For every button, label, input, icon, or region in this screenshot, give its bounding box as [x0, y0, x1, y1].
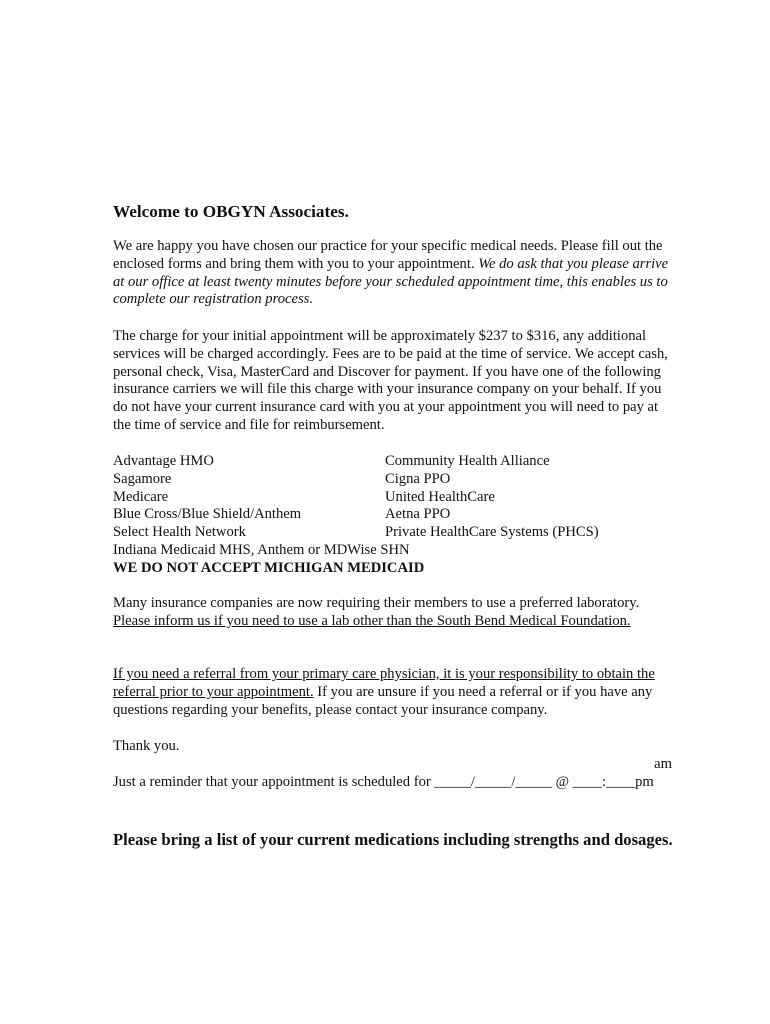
- insurance-carrier: Private HealthCare Systems (PHCS): [385, 524, 599, 541]
- insurance-row: [113, 489, 673, 507]
- insurance-row: [113, 471, 673, 489]
- appointment-reminder: [113, 756, 673, 792]
- lab-paragraph: [113, 595, 673, 631]
- medications-notice: Please bring a list of your current medications including strengths and dosages.: [113, 830, 673, 849]
- insurance-list: [113, 453, 673, 578]
- insurance-carrier: Blue Cross/Blue Shield/Anthem: [113, 506, 302, 523]
- insurance-row: [113, 453, 673, 471]
- intro-paragraph: [113, 238, 673, 309]
- thank-you-text: Thank you.: [113, 738, 180, 754]
- am-label: am: [654, 756, 672, 772]
- lab-underlined-text: Please inform us if you need to use a lab other than the South Bend Medical Foundation.: [113, 612, 631, 629]
- insurance-carrier: Sagamore: [113, 470, 172, 487]
- intro-text: We are happy you have chosen our practice for your specific medical needs. Please fill out the enclosed forms and bring them with you to your appointment.: [113, 238, 663, 272]
- insurance-row: [113, 560, 673, 578]
- not-accepted-notice: WE DO NOT ACCEPT MICHIGAN MEDICAID: [113, 559, 425, 576]
- insurance-carrier: Medicare: [113, 488, 169, 505]
- insurance-carrier: Advantage HMO: [113, 453, 214, 469]
- insurance-row: [113, 524, 673, 542]
- insurance-carrier-medicaid: Indiana Medicaid MHS, Anthem or MDWise SHN: [113, 541, 410, 558]
- intro-italic-text: We do ask that you please arrive at our office at least twenty minutes before your scheduled appointment time, this enables us to complete our registration process.: [113, 255, 669, 308]
- referral-paragraph: [113, 666, 673, 719]
- insurance-carrier: Aetna PPO: [385, 506, 451, 523]
- lab-text: Many insurance companies are now requiring their members to use a preferred laboratory.: [113, 595, 640, 611]
- referral-text: If you are unsure if you need a referral or if you have any questions regarding your benefits, please contact your insurance company.: [113, 683, 653, 718]
- insurance-carrier: United HealthCare: [385, 488, 495, 505]
- insurance-row: [113, 506, 673, 524]
- document-page: [113, 0, 693, 1024]
- charges-paragraph: The charge for your initial appointment will be approximately $237 to $316, any additional services will be charged accordingly. Fees are to be paid at the time of service. We accept cash, personal check, Visa, MasterCard and Discover for payment. If you have one of the following insurance carriers we will file this charge with your insurance company on your behalf. If you do not have your current insurance card with you at your appointment you will need to pay at the time of service and file for reimbursement.: [113, 328, 668, 433]
- page-title: Welcome to OBGYN Associates.: [113, 202, 349, 221]
- insurance-carrier: Cigna PPO: [385, 470, 451, 487]
- insurance-carrier: Community Health Alliance: [385, 453, 550, 469]
- appointment-reminder-line: Just a reminder that your appointment is scheduled for _____/_____/_____ @ ____:____pm: [113, 774, 654, 790]
- insurance-row: [113, 542, 673, 560]
- referral-underlined-text: If you need a referral from your primary care physician, it is your responsibility to obtain the referral prior to your appointment.: [113, 666, 655, 700]
- insurance-carrier: Select Health Network: [113, 524, 246, 541]
